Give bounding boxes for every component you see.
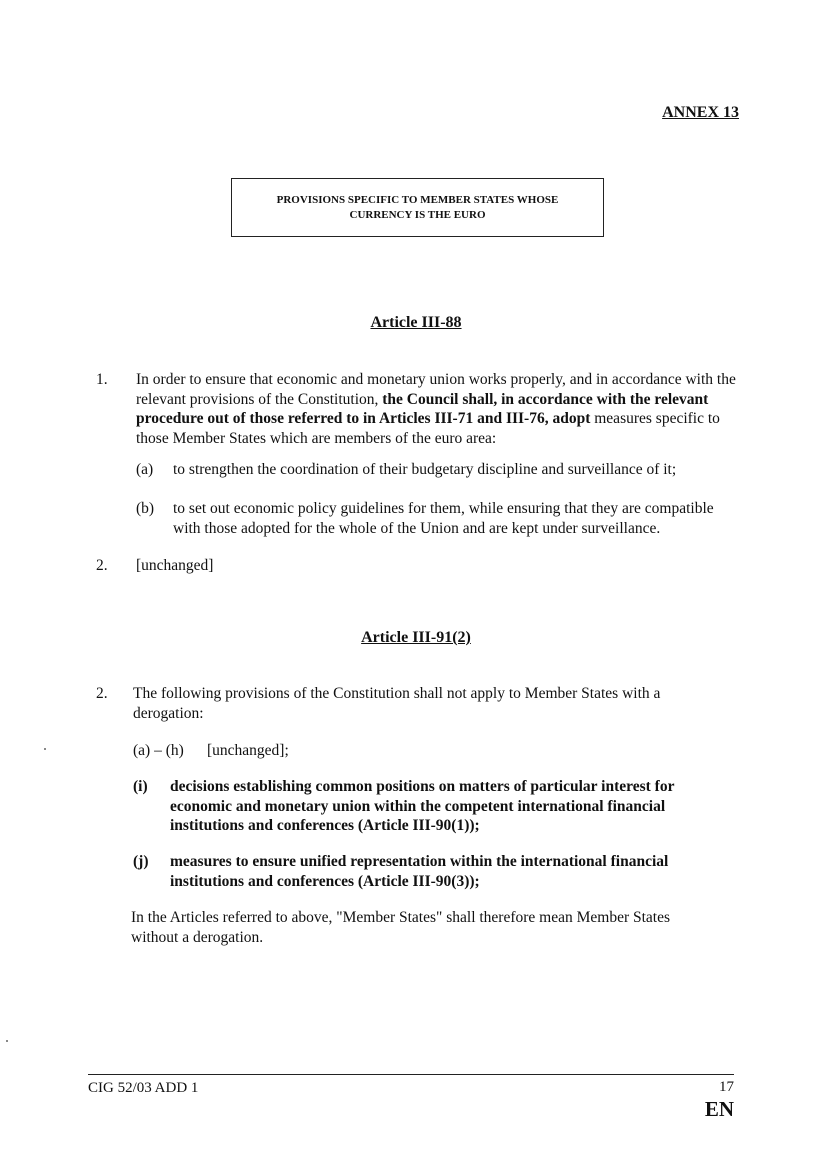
item-text-b: to set out economic policy guidelines for them, while ensuring that they are compatible with those adopted for the whole of the Union and are kept under surveillance. (173, 500, 714, 537)
closing-text: In the Articles referred to above, "Member States" shall therefore mean Member States without a derogation. (131, 909, 671, 946)
annex-label: ANNEX 13 (662, 104, 739, 121)
boxed-title (231, 178, 604, 237)
item-label-i: (i) (133, 778, 148, 795)
scan-mark (6, 1040, 8, 1042)
text-plain: In order to ensure that economic and monetary union works properly, and in accordance with the relevant provisions of the Constitution, (136, 371, 736, 408)
paragraph-text (136, 370, 736, 448)
paragraph-number: 2. (96, 685, 108, 702)
text-plain: measures specific to those Member States which are members of the euro area: (136, 410, 720, 447)
page-number: 17 (719, 1079, 734, 1095)
paragraph-text: The following provisions of the Constitution shall not apply to Member States with a derogation: (133, 685, 661, 722)
item-text-j: measures to ensure unified representation within the international financial institutions and conferences (Article III-90(3)); (170, 853, 669, 890)
scan-mark (44, 748, 46, 750)
item-label-a: (a) (136, 461, 154, 478)
item-text-a-h: [unchanged]; (207, 742, 289, 759)
paragraph-number: 1. (96, 371, 108, 388)
article-title-iii-91-2: Article III-91(2) (361, 629, 471, 646)
item-text-i: decisions establishing common positions on matters of particular interest for economic and monetary union within the competent international financial institutions and conferences (Article III-90(1)); (170, 778, 675, 834)
paragraph-number: 2. (96, 557, 108, 574)
boxed-title-text: PROVISIONS SPECIFIC TO MEMBER STATES WHOSE CURRENCY IS THE EURO (276, 193, 559, 221)
text-bold: the Council shall, in accordance with the relevant procedure out of those referred to in Articles III-71 and III-76, adopt (136, 390, 709, 427)
article-title-iii-88: Article III-88 (370, 314, 462, 331)
item-label-j: (j) (133, 853, 149, 870)
item-text-a: to strengthen the coordination of their budgetary discipline and surveillance of it; (173, 461, 677, 478)
item-label-a-h: (a) – (h) (133, 742, 184, 759)
footer-rule (88, 1074, 734, 1075)
language-code: EN (704, 1097, 734, 1121)
item-label-b: (b) (136, 500, 155, 517)
paragraph-text: [unchanged] (136, 557, 214, 574)
footer-doc-ref: CIG 52/03 ADD 1 (88, 1080, 199, 1096)
